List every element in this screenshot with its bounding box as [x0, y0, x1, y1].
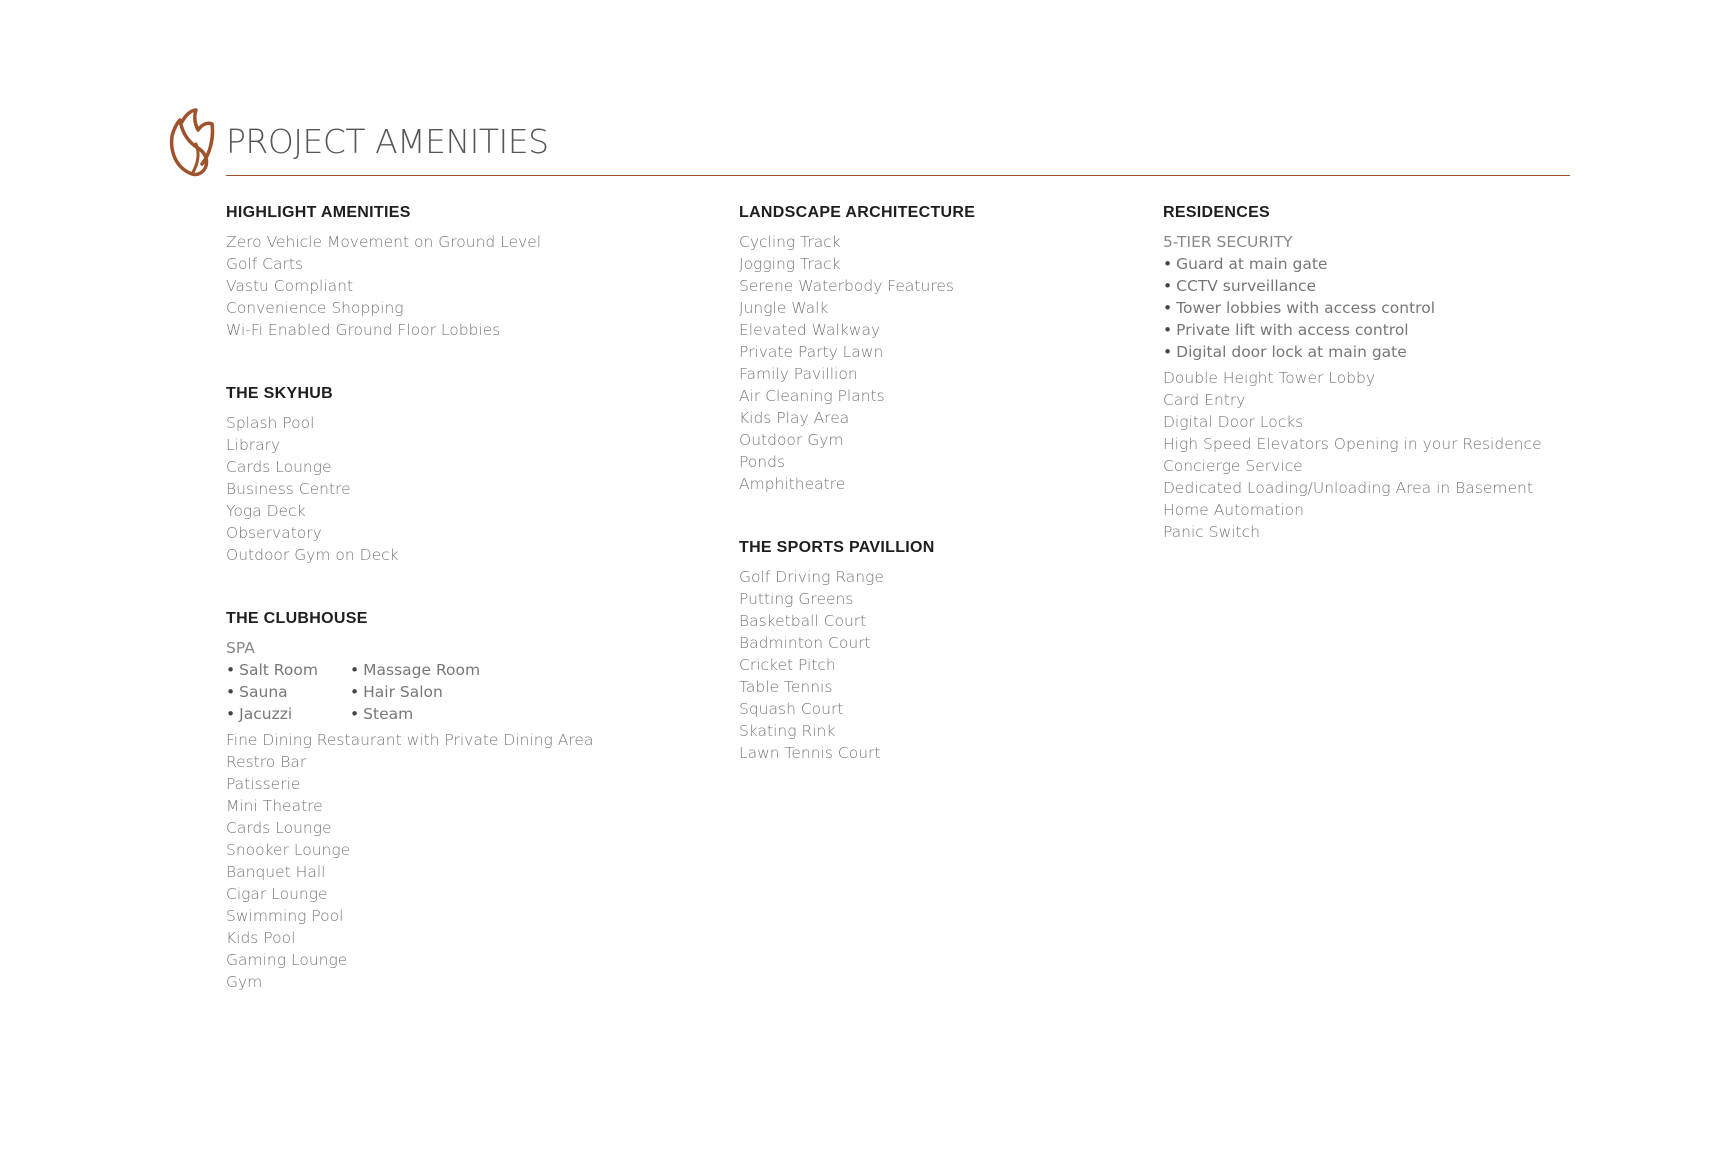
section-heading: RESIDENCES [1163, 204, 1271, 221]
list-item: Convenience Shopping [226, 299, 404, 317]
list-item: Amphitheatre [739, 475, 846, 493]
section-clubhouse [226, 608, 686, 993]
spa-item: • Sauna [226, 683, 288, 701]
section-highlight-amenities [226, 202, 686, 341]
section-heading: THE SKYHUB [226, 385, 334, 402]
list-item: Badminton Court [739, 634, 871, 652]
list-item: Concierge Service [1163, 457, 1303, 475]
list-item: Squash Court [739, 700, 844, 718]
list-item: Cycling Track [739, 233, 841, 251]
list-item: Banquet Hall [226, 863, 326, 881]
list-item: Card Entry [1163, 391, 1246, 409]
section-heading: THE CLUBHOUSE [226, 610, 368, 627]
list-item: Wi-Fi Enabled Ground Floor Lobbies [226, 321, 501, 339]
list-item: Vastu Compliant [226, 277, 354, 295]
section-heading: HIGHLIGHT AMENITIES [226, 204, 411, 221]
list-item: Skating Rink [739, 722, 836, 740]
list-item: Cricket Pitch [739, 656, 836, 674]
spa-item: • Massage Room [350, 661, 481, 679]
page-title: PROJECT AMENITIES [226, 122, 549, 161]
list-item: Outdoor Gym [739, 431, 844, 449]
security-item: • Digital door lock at main gate [1163, 343, 1407, 361]
security-item: • Private lift with access control [1163, 321, 1409, 339]
section-skyhub [226, 383, 686, 566]
spa-title: SPA [226, 639, 255, 657]
list-item: Swimming Pool [226, 907, 344, 925]
list-item: Jungle Walk [739, 299, 829, 317]
security-item: • CCTV surveillance [1163, 277, 1317, 295]
tulip-logo-icon [168, 108, 216, 178]
list-item: Observatory [226, 524, 322, 542]
list-item: Zero Vehicle Movement on Ground Level [226, 233, 542, 251]
list-item: Putting Greens [739, 590, 854, 608]
column-right [1163, 202, 1583, 585]
section-residences [1163, 202, 1583, 543]
list-item: Kids Pool [226, 929, 296, 947]
section-sports-pavillion [739, 537, 1119, 764]
list-item: Gaming Lounge [226, 951, 348, 969]
list-item: Kids Play Area [739, 409, 850, 427]
list-item: Fine Dining Restaurant with Private Dining Area [226, 731, 594, 749]
list-item: Jogging Track [739, 255, 841, 273]
list-item: Digital Door Locks [1163, 413, 1304, 431]
list-item: Basketball Court [739, 612, 867, 630]
list-item: Mini Theatre [226, 797, 323, 815]
list-item: Yoga Deck [226, 502, 306, 520]
security-item: • Tower lobbies with access control [1163, 299, 1435, 317]
list-item: Library [226, 436, 281, 454]
column-middle [739, 202, 1119, 806]
list-item: Snooker Lounge [226, 841, 351, 859]
spa-item: • Steam [350, 705, 414, 723]
spa-list [226, 659, 686, 725]
list-item: Double Height Tower Lobby [1163, 369, 1376, 387]
title-divider [226, 175, 1570, 176]
list-item: Air Cleaning Plants [739, 387, 885, 405]
list-item: Serene Waterbody Features [739, 277, 954, 295]
list-item: Cigar Lounge [226, 885, 328, 903]
spa-item: • Salt Room [226, 661, 318, 679]
list-item: Cards Lounge [226, 458, 332, 476]
list-item: Cards Lounge [226, 819, 332, 837]
list-item: Home Automation [1163, 501, 1304, 519]
list-item: Golf Driving Range [739, 568, 884, 586]
list-item: Private Party Lawn [739, 343, 884, 361]
list-item: Golf Carts [226, 255, 304, 273]
column-left [226, 202, 686, 1035]
list-item: Panic Switch [1163, 523, 1260, 541]
list-item: Patisserie [226, 775, 301, 793]
list-item: Lawn Tennis Court [739, 744, 881, 762]
list-item: Business Centre [226, 480, 351, 498]
spa-item: • Jacuzzi [226, 705, 293, 723]
list-item: Outdoor Gym on Deck [226, 546, 399, 564]
section-heading: THE SPORTS PAVILLION [739, 539, 935, 556]
list-item: Family Pavillion [739, 365, 858, 383]
list-item: Splash Pool [226, 414, 315, 432]
spa-item: • Hair Salon [350, 683, 443, 701]
list-item: Ponds [739, 453, 786, 471]
section-landscape-architecture [739, 202, 1119, 495]
list-item: Elevated Walkway [739, 321, 881, 339]
list-item: Restro Bar [226, 753, 307, 771]
security-title: 5-TIER SECURITY [1163, 233, 1293, 251]
list-item: Dedicated Loading/Unloading Area in Basement [1163, 479, 1533, 497]
list-item: High Speed Elevators Opening in your Residence [1163, 435, 1542, 453]
section-heading: LANDSCAPE ARCHITECTURE [739, 204, 976, 221]
security-item: • Guard at main gate [1163, 255, 1328, 273]
list-item: Gym [226, 973, 263, 991]
list-item: Table Tennis [739, 678, 833, 696]
